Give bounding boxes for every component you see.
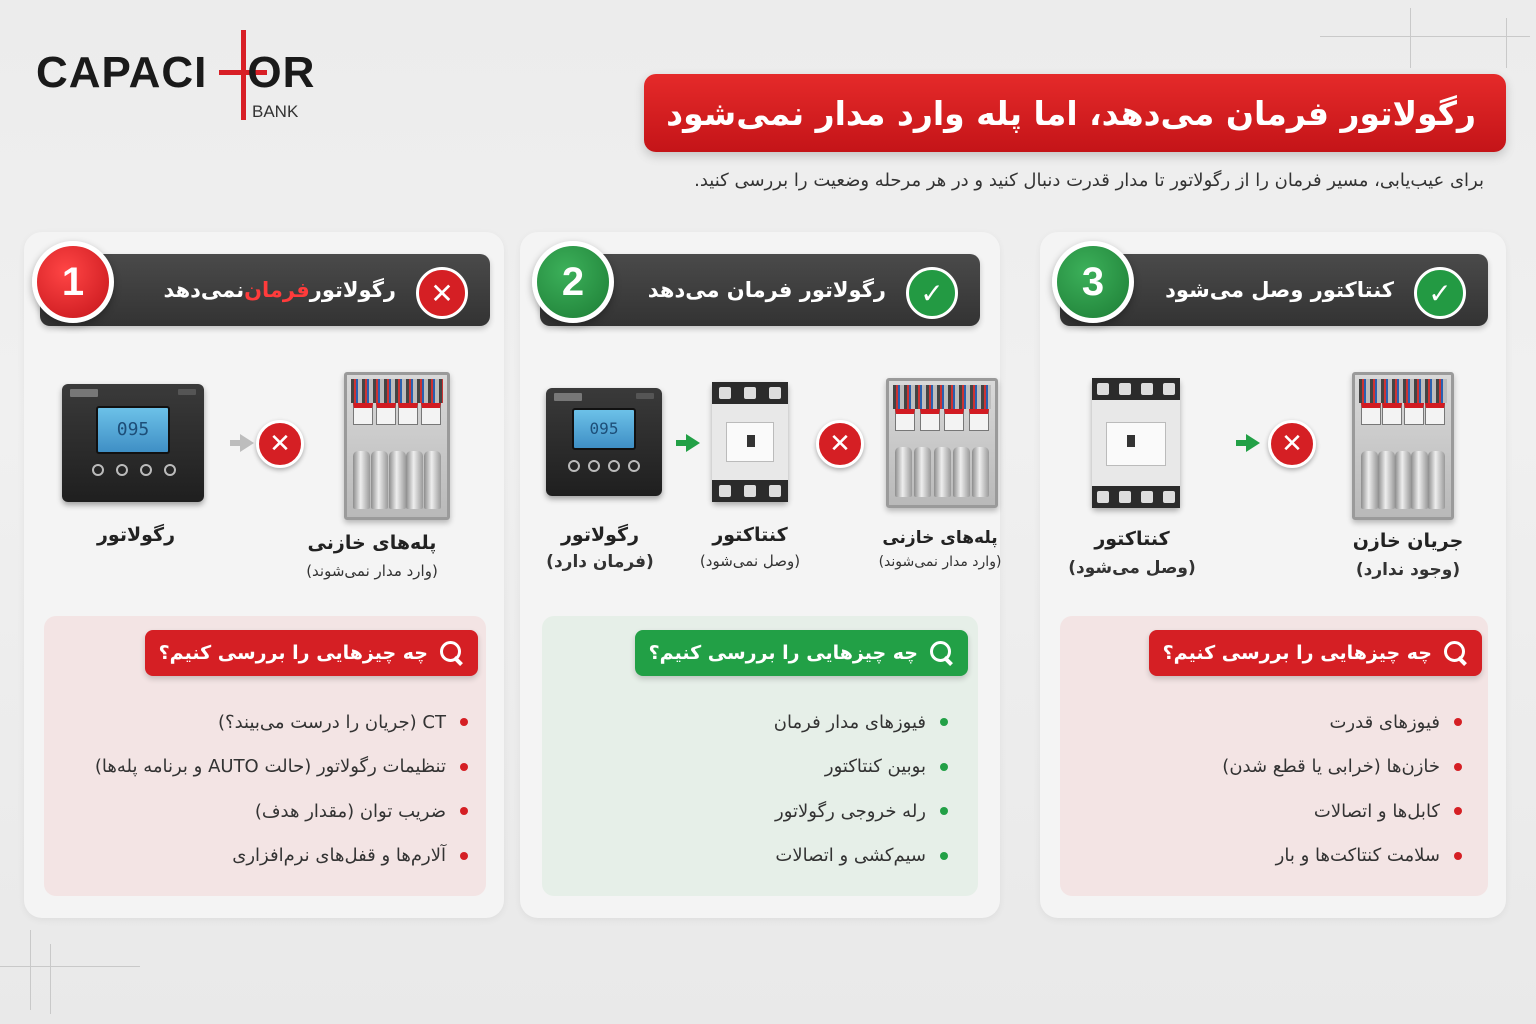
device-label: رگولاتور (فرمان دارد) [546, 524, 654, 572]
bullet-icon [1454, 718, 1462, 726]
bullet-icon [940, 718, 948, 726]
search-icon [1442, 640, 1468, 666]
contactor-image [712, 382, 788, 502]
list-item: کابل‌ها و اتصالات [1222, 789, 1462, 834]
check-list [95, 700, 468, 878]
step-header [540, 254, 980, 326]
bullet-icon [940, 852, 948, 860]
step-title-highlight: فرمان [244, 278, 310, 302]
regulator-display: 095 [572, 408, 636, 450]
list-item: بوبین کنتاکتور [774, 745, 948, 790]
check-list-header: چه چیزهایی را بررسی کنیم؟ [145, 630, 478, 676]
check-list-box [542, 616, 978, 896]
contactor-image [1092, 378, 1180, 508]
check-list-box [44, 616, 486, 896]
check-icon: ✓ [906, 267, 958, 319]
step-panel-2 [520, 232, 1000, 918]
check-list-box [1060, 616, 1488, 896]
regulator-display: 095 [96, 406, 170, 454]
bullet-icon [940, 807, 948, 815]
list-item: سلامت کنتاکت‌ها و بار [1222, 834, 1462, 879]
device-label: کنتاکتور (وصل نمی‌شود) [699, 524, 801, 570]
capacitor-cabinet-image [1352, 372, 1454, 520]
check-list [1222, 700, 1462, 878]
step-panel-1 [24, 232, 504, 918]
step-number-badge: 3 [1052, 241, 1134, 323]
page-title-banner [644, 74, 1506, 152]
list-item: سیم‌کشی و اتصالات [774, 834, 948, 879]
list-item: رله خروجی رگولاتور [774, 789, 948, 834]
corner-decoration [1320, 36, 1530, 37]
list-item: فیوزهای مدار فرمان [774, 700, 948, 745]
step-title: کنتاکتور وصل می‌شود [1165, 278, 1394, 302]
regulator-image [62, 384, 204, 502]
step-title: رگولاتور فرمان می‌دهد [647, 278, 886, 302]
x-icon: ✕ [816, 420, 864, 468]
regulator-image [546, 388, 662, 496]
list-item: CT (جریان را درست می‌بیند؟) [95, 700, 468, 745]
bullet-icon [460, 763, 468, 771]
arrow-icon [240, 434, 254, 452]
x-icon: ✕ [256, 420, 304, 468]
x-icon: ✕ [1268, 420, 1316, 468]
device-label: جریان خازن (وجود ندارد) [1352, 530, 1464, 580]
list-item: تنظیمات رگولاتور (حالت AUTO و برنامه پله‌ها) [95, 745, 468, 790]
step-header [1060, 254, 1488, 326]
page-title: رگولاتور فرمان می‌دهد، اما پله وارد مدار نمی‌شود [666, 93, 1476, 133]
search-icon [928, 640, 954, 666]
corner-decoration [0, 966, 140, 967]
check-icon: ✓ [1414, 267, 1466, 319]
logo-subtitle: BANK [252, 102, 299, 121]
check-list-header: چه چیزهایی را بررسی کنیم؟ [1149, 630, 1482, 676]
device-label: رگولاتور [96, 524, 176, 546]
bullet-icon [1454, 852, 1462, 860]
bullet-icon [1454, 807, 1462, 815]
list-item: ضریب توان (مقدار هدف) [95, 789, 468, 834]
search-icon [438, 640, 464, 666]
arrow-icon [686, 434, 700, 452]
capacitor-cabinet-image [886, 378, 998, 508]
list-item: فیوزهای قدرت [1222, 700, 1462, 745]
bullet-icon [460, 807, 468, 815]
list-item: خازن‌ها (خرابی یا قطع شدن) [1222, 745, 1462, 790]
step-title: رگولاتور فرمان نمی‌دهد [163, 278, 396, 302]
corner-decoration [1506, 18, 1507, 68]
bullet-icon [460, 852, 468, 860]
check-list [774, 700, 948, 878]
device-label: پله‌های خازنی (وارد مدار نمی‌شوند) [878, 528, 1002, 570]
bullet-icon [460, 718, 468, 726]
bullet-icon [1454, 763, 1462, 771]
step-number-badge: 2 [532, 241, 614, 323]
step-header [40, 254, 490, 326]
list-item: آلارم‌ها و قفل‌های نرم‌افزاری [95, 834, 468, 879]
page-subtitle: برای عیب‌یابی، مسیر فرمان را از رگولاتور تا مدار قدرت دنبال کنید و در هر مرحله وضعیت را بررسی کنید. [694, 170, 1484, 191]
corner-decoration [30, 930, 31, 1010]
capacitor-cabinet-image [344, 372, 450, 520]
check-list-header: چه چیزهایی را بررسی کنیم؟ [635, 630, 968, 676]
step-panel-3 [1040, 232, 1506, 918]
logo-wordmark: CAPACI OR [36, 48, 316, 97]
bullet-icon [940, 763, 948, 771]
arrow-icon [1246, 434, 1260, 452]
x-icon: ✕ [416, 267, 468, 319]
corner-decoration [1410, 8, 1411, 68]
corner-decoration [50, 944, 51, 1014]
brand-logo [36, 30, 366, 130]
step-number-badge: 1 [32, 241, 114, 323]
device-label: کنتاکتور (وصل می‌شود) [1068, 528, 1196, 578]
device-label: پله‌های خازنی (وارد مدار نمی‌شوند) [306, 532, 438, 580]
